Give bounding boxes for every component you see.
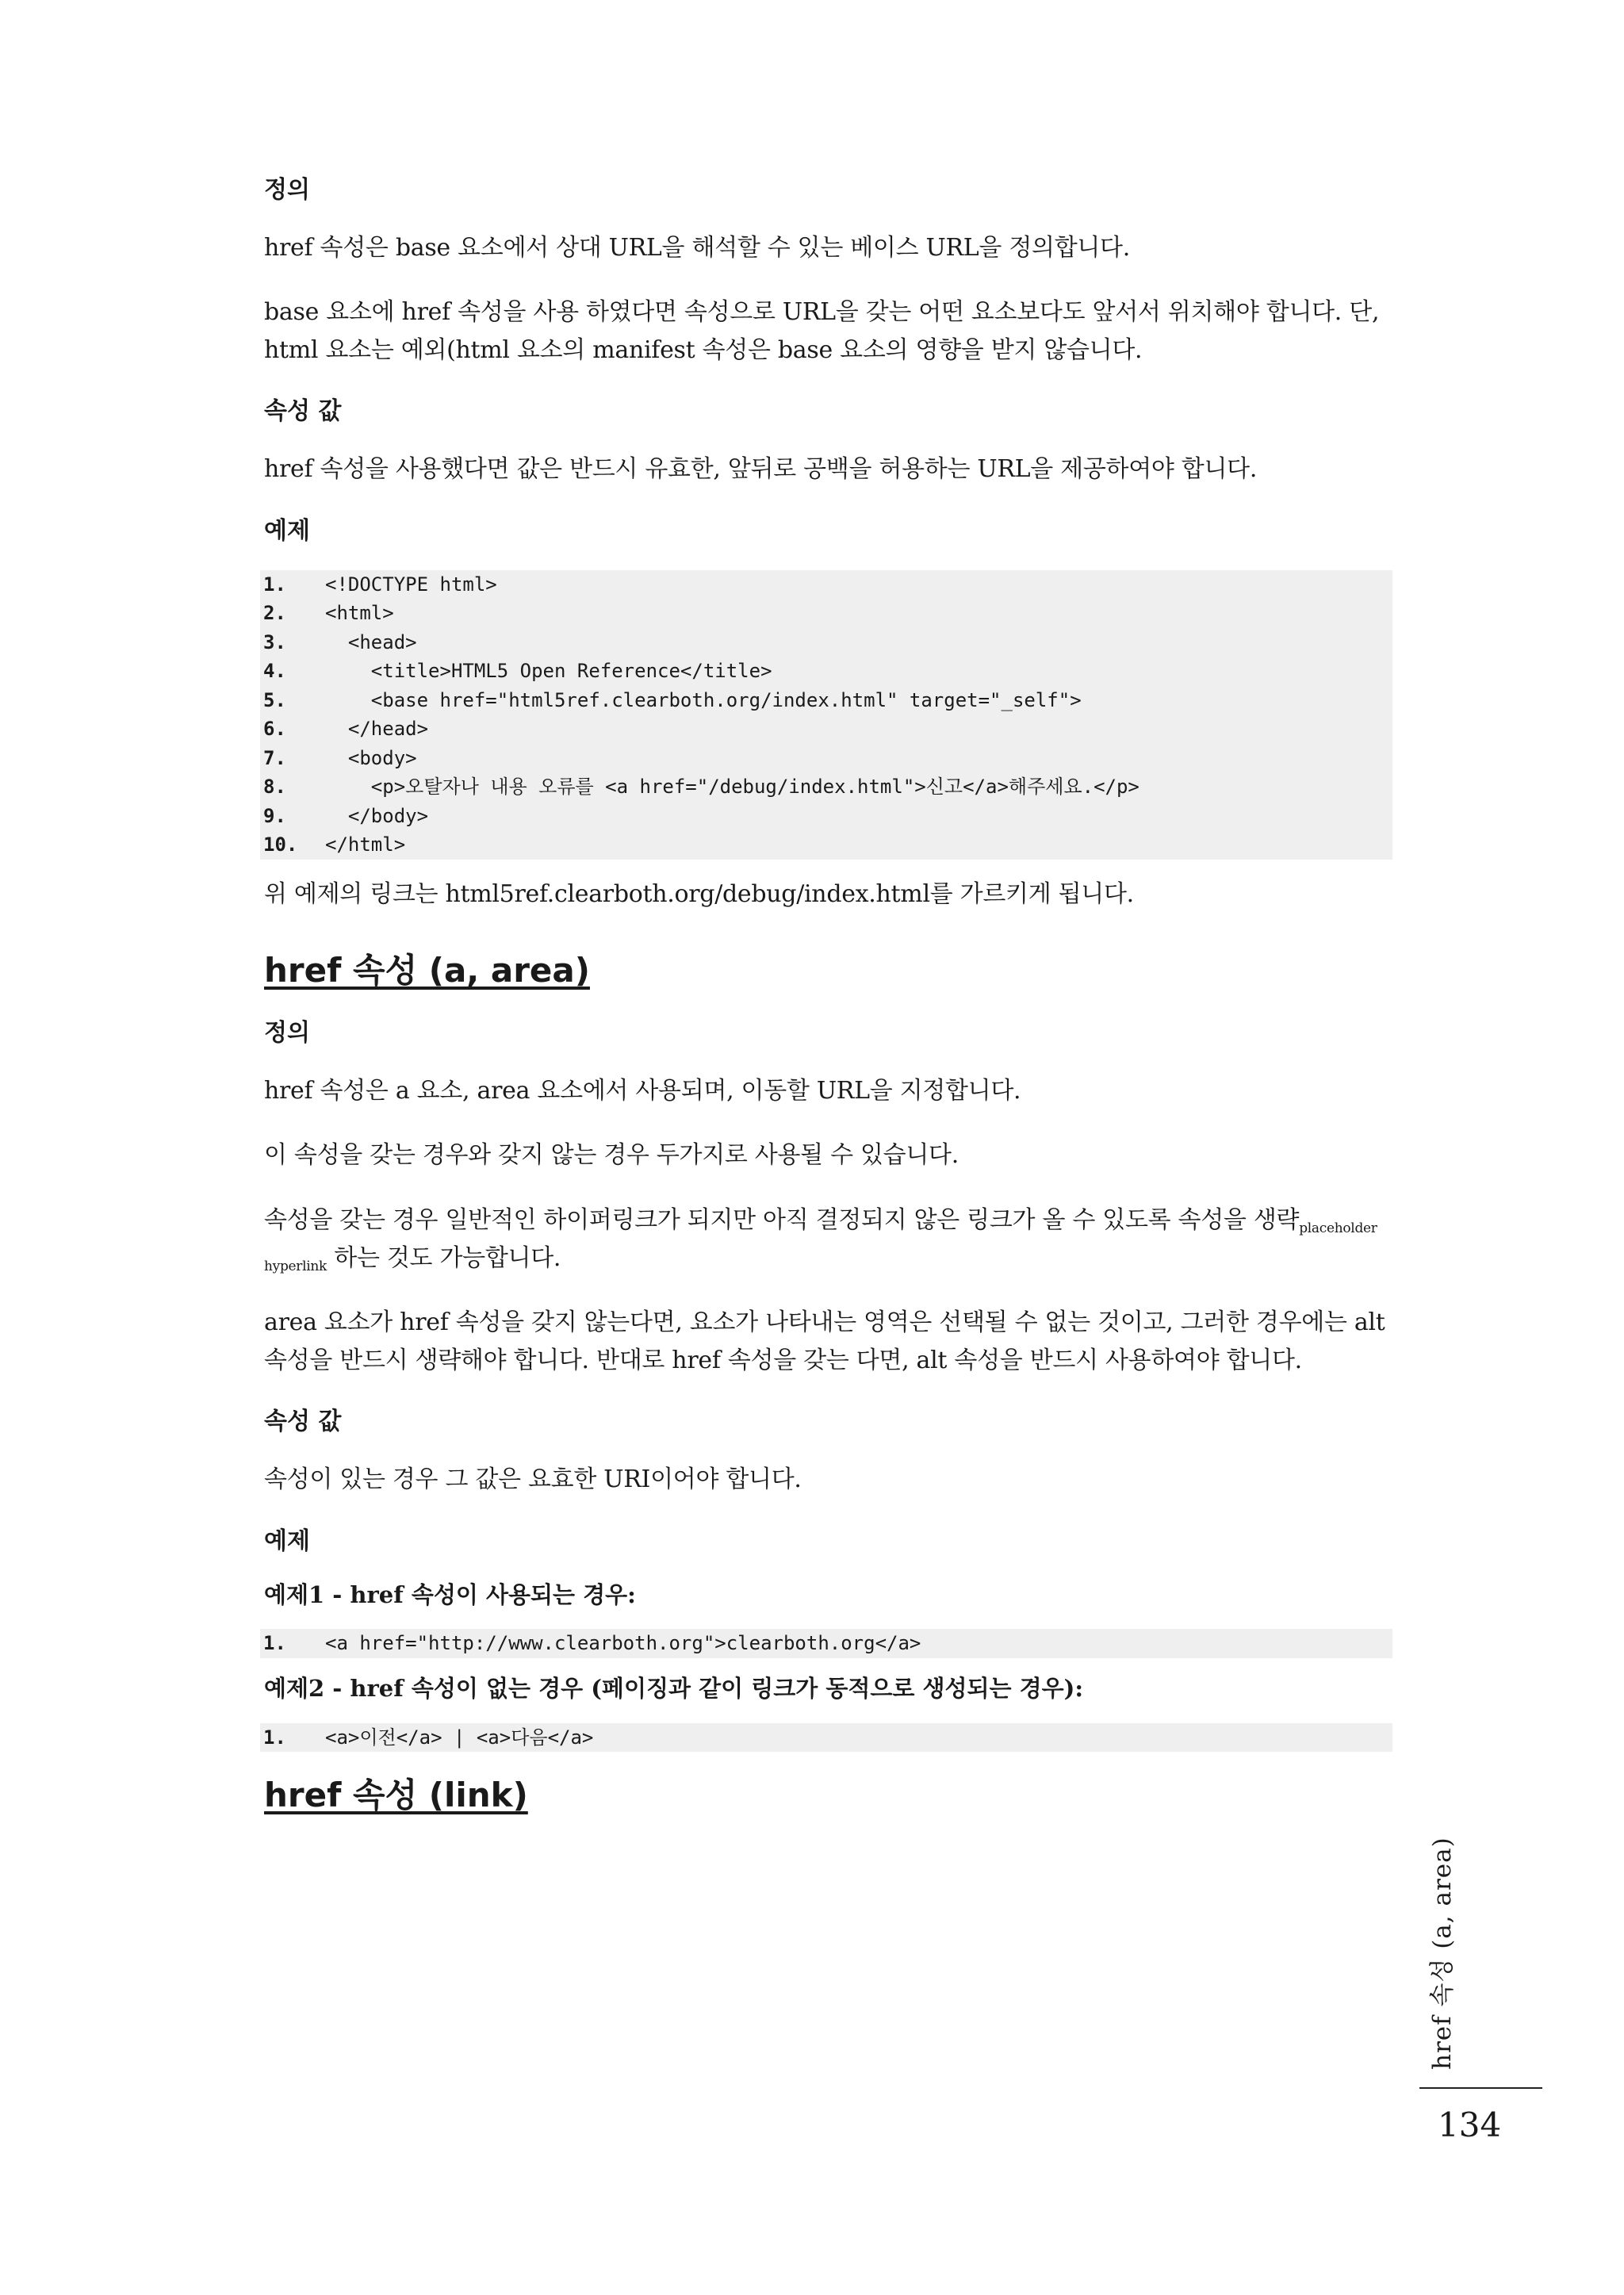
- definition-paragraph-2: 이 속성을 갖는 경우와 갖지 않는 경우 두가지로 사용될 수 있습니다.: [264, 1141, 959, 1170]
- code-text: <base href="html5ref.clearboth.org/index.html" target="_self">: [325, 688, 1082, 711]
- line-number: 1.: [263, 573, 286, 596]
- definition-paragraph-1: href 속성은 base 요소에서 상대 URL을 해석할 수 있는 베이스 URL을 정의합니다.: [264, 234, 1130, 262]
- section-title-a-area: href 속성 (a, area): [264, 950, 590, 990]
- line-number: 6.: [263, 718, 286, 741]
- code-block: [260, 570, 1392, 860]
- definition-heading: 정의: [264, 1018, 310, 1047]
- example-1-label: 예제1 - href 속성이 사용되는 경우:: [264, 1580, 636, 1608]
- code-text: <head>: [325, 630, 417, 653]
- code-text: </body>: [325, 804, 429, 827]
- example-heading: 예제: [264, 1527, 310, 1555]
- code-line: [263, 1723, 1389, 1753]
- chapter-tab: [1419, 1824, 1475, 2070]
- code-line: [263, 744, 1389, 773]
- code-line: [263, 599, 1389, 628]
- line-number: 1.: [263, 1726, 286, 1749]
- example-heading: 예제: [264, 516, 310, 545]
- line-number: 3.: [263, 630, 286, 653]
- code-line: [263, 802, 1389, 831]
- line-number: 5.: [263, 688, 286, 711]
- line-number: 7.: [263, 746, 286, 769]
- definition-paragraph-1: href 속성은 a 요소, area 요소에서 사용되며, 이동할 URL을 지정합니다.: [264, 1076, 1021, 1105]
- code-text: <title>HTML5 Open Reference</title>: [325, 660, 772, 683]
- attribute-value-paragraph: 속성이 있는 경우 그 값은 요효한 URI이어야 합니다.: [264, 1466, 802, 1494]
- line-number: 4.: [263, 660, 286, 683]
- code-line: [263, 686, 1389, 715]
- code-text: <p>오탈자나 내용 오류를 <a href="/debug/index.html">신고</a>해주세요.</p>: [325, 776, 1139, 799]
- subscript-term: placeholder hyperlink: [264, 1220, 1377, 1274]
- definition-heading: 정의: [264, 176, 310, 204]
- line-number: 9.: [263, 804, 286, 827]
- line-number: 1.: [263, 1632, 286, 1655]
- code-text: <!DOCTYPE html>: [325, 573, 497, 596]
- attribute-value-paragraph: href 속성을 사용했다면 값은 반드시 유효한, 앞뒤로 공백을 허용하는 URL을 제공하여야 합니다.: [264, 455, 1258, 484]
- code-line: [263, 1629, 1389, 1658]
- page-number-rule: [1419, 2087, 1542, 2089]
- code-line: [263, 628, 1389, 657]
- code-text: <html>: [325, 602, 394, 625]
- attribute-value-heading: 속성 값: [264, 397, 342, 426]
- code-line: [263, 657, 1389, 686]
- page-number: 134: [1438, 2105, 1502, 2144]
- example-explanation: 위 예제의 링크는 html5ref.clearboth.org/debug/index.html를 가르키게 됩니다.: [264, 879, 1134, 908]
- definition-paragraph-3: [264, 1201, 1390, 1278]
- code-block: [260, 1629, 1392, 1658]
- code-line: [263, 830, 1389, 860]
- code-line: [263, 570, 1389, 600]
- section-title-link: href 속성 (link): [264, 1776, 528, 1814]
- code-text: <a>이전</a> | <a>다음</a>: [325, 1726, 594, 1749]
- paragraph-text-tail: 하는 것도 가능합니다.: [327, 1243, 561, 1272]
- example-2-label: 예제2 - href 속성이 없는 경우 (페이징과 같이 링크가 동적으로 생성되는 경우):: [264, 1674, 1084, 1702]
- code-line: [263, 715, 1389, 744]
- code-block: [260, 1723, 1392, 1753]
- code-text: </head>: [325, 718, 429, 741]
- code-text: <a href="http://www.clearboth.org">clearboth.org</a>: [325, 1632, 921, 1655]
- paragraph-text: 속성을 갖는 경우 일반적인 하이퍼링크가 되지만 아직 결정되지 않은 링크가 올 수 있도록 속성을 생략: [264, 1205, 1300, 1234]
- attribute-value-heading: 속성 값: [264, 1408, 342, 1436]
- code-text: <body>: [325, 746, 417, 769]
- chapter-tab-label: href 속성 (a, area): [1428, 1837, 1457, 2070]
- code-line: [263, 772, 1389, 802]
- page-content: [264, 174, 1390, 1842]
- line-number: 10.: [263, 833, 298, 856]
- code-text: </html>: [325, 833, 406, 856]
- line-number: 8.: [263, 776, 286, 799]
- definition-paragraph-2: base 요소에 href 속성을 사용 하였다면 속성으로 URL을 갖는 어떤 요소보다도 앞서서 위치해야 합니다. 단, html 요소는 예외(html 요소의 manifest 속성은 base 요소의 영향을 받지 않습니다.: [264, 298, 1380, 364]
- definition-paragraph-4: area 요소가 href 속성을 갖지 않는다면, 요소가 나타내는 영역은 선택될 수 없는 것이고, 그러한 경우에는 alt 속성을 반드시 생략해야 합니다. 반대로 href 속성을 갖는 다면, alt 속성을 반드시 사용하여야 합니다.: [264, 1308, 1385, 1374]
- line-number: 2.: [263, 602, 286, 625]
